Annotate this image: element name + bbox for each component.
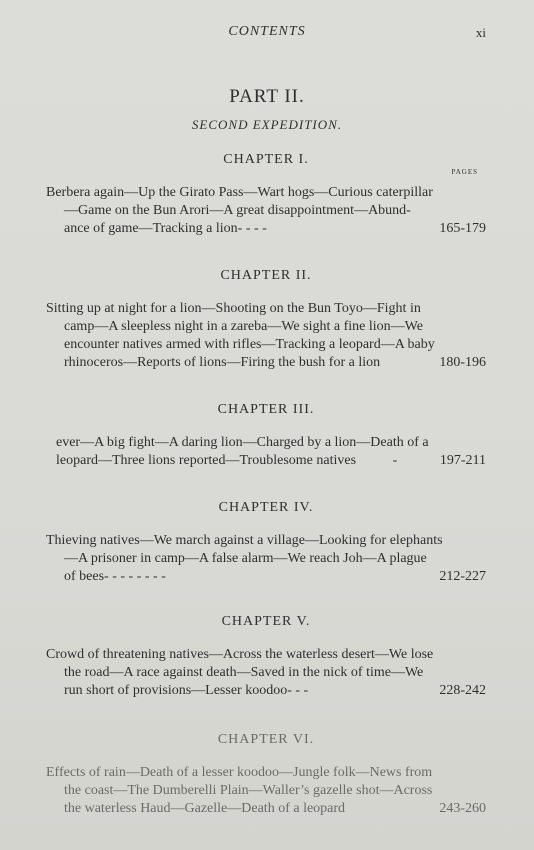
pages-column-label: PAGES xyxy=(451,168,478,176)
summary-line: the waterless Haud—Gazelle—Death of a leopard xyxy=(64,801,346,816)
summary-line: Berbera again—Up the Girato Pass—Wart hogs—Curious caterpillar xyxy=(46,185,433,200)
summary-line-last xyxy=(56,452,486,470)
dot-leader: - xyxy=(392,453,398,468)
chapter-entry xyxy=(46,614,486,700)
summary-line: Effects of rain—Death of a lesser koodoo—Jungle folk—News from xyxy=(46,765,433,780)
summary-line: rhinoceros—Reports of lions—Firing the bush for a lion xyxy=(64,355,381,370)
summary-line: encounter natives armed with rifles—Tracking a leopard—A baby xyxy=(64,337,435,352)
summary-line: ever—A big fight—A daring lion—Charged by a lion—Death of a xyxy=(56,435,429,450)
running-head: CONTENTS xyxy=(228,24,306,39)
page-range: 212-227 xyxy=(439,569,486,584)
chapter-heading: CHAPTER IV. xyxy=(218,500,314,515)
page-range: 243-260 xyxy=(439,801,486,816)
summary-line-last xyxy=(46,220,486,238)
dot-leader: - - - - xyxy=(237,221,267,236)
page-range: 180-196 xyxy=(439,355,486,370)
page-range: 228-242 xyxy=(439,683,486,698)
summary-line: ance of game—Tracking a lion xyxy=(64,221,238,236)
chapter-entry xyxy=(56,402,486,470)
summary-line: of bees xyxy=(64,569,105,584)
summary-line-last xyxy=(46,568,486,586)
summary-line-last xyxy=(46,682,486,700)
page-range: 165-179 xyxy=(439,221,486,236)
chapter-entry xyxy=(46,268,486,372)
summary-line: —A prisoner in camp—A false alarm—We reach Joh—A plague xyxy=(64,551,427,566)
dot-leader: - - - - - - - - xyxy=(104,569,166,584)
summary-line: run short of provisions—Lesser koodoo xyxy=(64,683,288,698)
chapter-summary xyxy=(46,764,486,818)
summary-line-last xyxy=(46,800,486,818)
part-title: PART II. xyxy=(229,86,305,107)
part-subtitle: SECOND EXPEDITION. xyxy=(191,117,343,132)
summary-line: —Game on the Bun Arori—A great disappointment—Abund- xyxy=(64,203,411,218)
summary-line: Crowd of threatening natives—Across the waterless desert—We lose xyxy=(46,647,434,662)
summary-line: camp—A sleepless night in a zareba—We sight a fine lion—We xyxy=(64,319,423,334)
chapter-entry xyxy=(46,732,486,818)
chapter-entry xyxy=(46,152,486,238)
chapter-heading: CHAPTER V. xyxy=(221,614,311,629)
dot-leader xyxy=(380,354,433,372)
dot-leader xyxy=(345,800,433,818)
summary-line: the road—A race against death—Saved in the nick of time—We xyxy=(64,665,424,680)
chapter-heading: CHAPTER I. xyxy=(223,152,309,167)
chapter-summary xyxy=(46,646,486,700)
chapter-heading: CHAPTER III. xyxy=(217,402,315,417)
chapter-summary xyxy=(46,184,486,238)
chapter-entry xyxy=(46,500,486,586)
summary-line: the coast—The Dumberelli Plain—Waller’s gazelle shot—Across xyxy=(64,783,433,798)
summary-line: Sitting up at night for a lion—Shooting on the Bun Toyo—Fight in xyxy=(46,301,421,316)
summary-line: Thieving natives—We march against a village—Looking for elephants xyxy=(46,533,443,548)
dot-leader: - - - xyxy=(287,683,309,698)
chapter-heading: CHAPTER II. xyxy=(220,268,312,283)
summary-line: leopard—Three lions reported—Troublesome natives xyxy=(56,453,357,468)
chapter-summary xyxy=(46,300,486,372)
chapter-heading: CHAPTER VI. xyxy=(217,732,315,747)
chapter-summary xyxy=(56,434,486,470)
chapter-summary xyxy=(46,532,486,586)
page-number: xi xyxy=(475,25,486,40)
page-range: 197-211 xyxy=(439,453,486,468)
summary-line-last xyxy=(46,354,486,372)
